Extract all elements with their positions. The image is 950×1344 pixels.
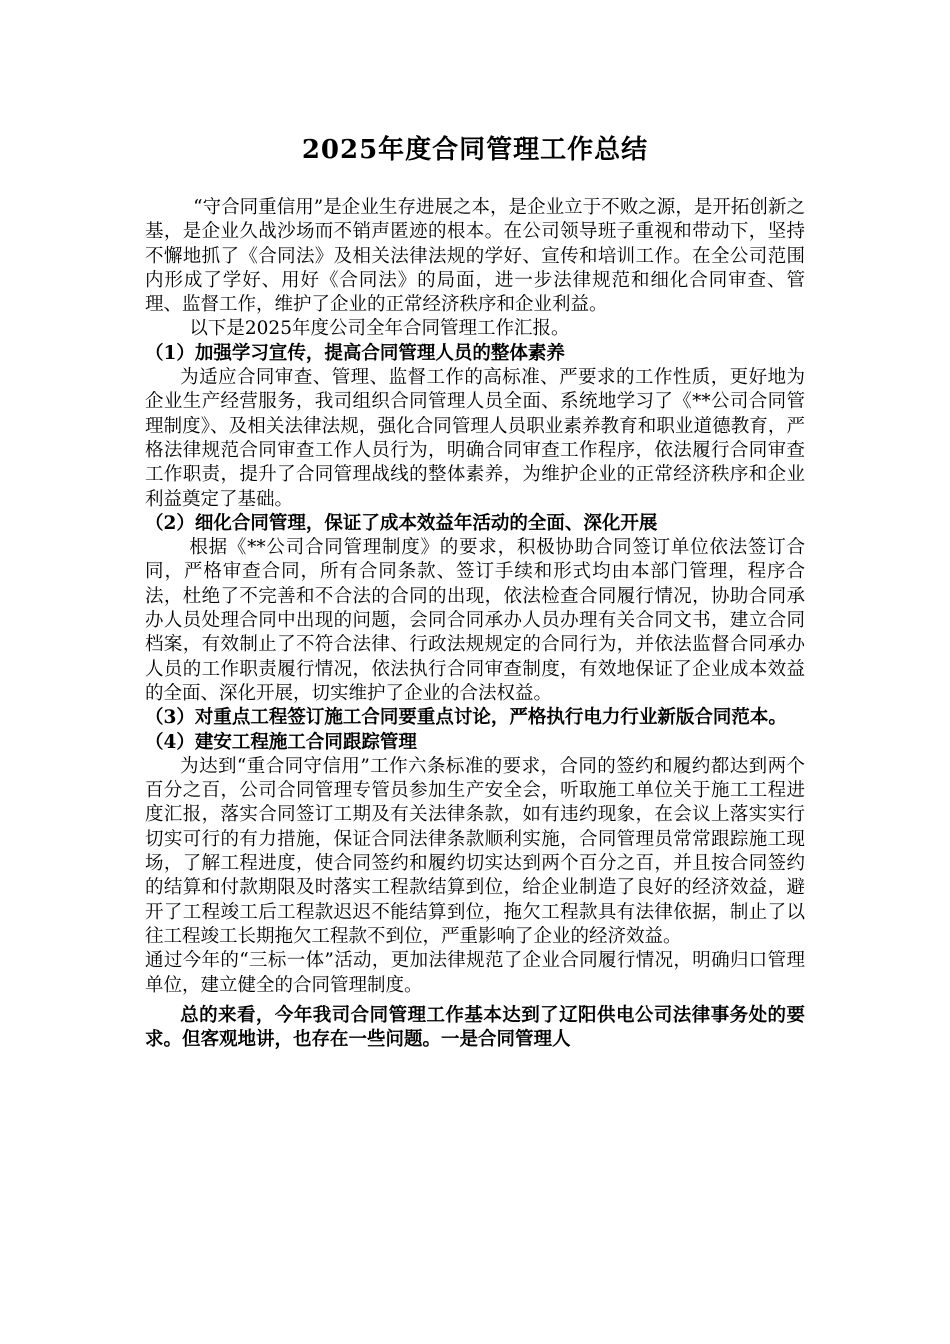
section-heading-1: （1）加强学习宣传，提高合同管理人员的整体素养	[145, 342, 565, 364]
report-intro-line: 以下是2025年度公司全年合同管理工作汇报。	[189, 318, 570, 340]
summary-paragraph: 总的来看，今年我司合同管理工作基本达到了辽阳供电公司法律事务处的要求。但客观地讲，也存在一些问题。一是合同管理人	[145, 1004, 805, 1051]
intro-paragraph: “守合同重信用”是企业生存进展之本，是企业立于不败之源，是开拓创新之基，是企业久战沙场而不销声匿迹的根本。在公司领导班子重视和带动下，坚持不懈地抓了《合同法》及相关法律法规的学好、宣传和培训工作。在全公司范围内形成了学好、用好《合同法》的局面，进一步法律规范和细化合同审查、管理、监督工作，维护了企业的正常经济秩序和企业利益。	[145, 197, 805, 316]
section-1-paragraph: 为适应合同审查、管理、监督工作的高标准、严要求的工作性质，更好地为企业生产经营服务，我司组织合同管理人员全面、系统地学习了《**公司合同管理制度》、及相关法律法规，强化合同管理人员职业素养教育和职业道德教育，严格法律规范合同审查工作人员行为，明确合同审查工作程序，依法履行合同审查工作职责，提升了合同管理战线的整体素养，为维护企业的正常经济秩序和企业利益奠定了基础。	[145, 367, 805, 510]
section-heading-3: （3）对重点工程签订施工合同要重点讨论，严格执行电力行业新版合同范本。	[145, 707, 787, 729]
section-heading-4: （4）建安工程施工合同跟踪管理	[145, 731, 417, 753]
section-heading-2: （2）细化合同管理，保证了成本效益年活动的全面、深化开展	[145, 512, 658, 534]
section-4-paragraph: 为达到“重合同守信用”工作六条标准的要求，合同的签约和履约都达到两个百分之百，公司合同管理专管员参加生产安全会，听取施工单位关于施工工程进度汇报，落实合同签订工期及有关法律条款，如有违约现象，在会议上落实实行切实可行的有力措施，保证合同法律条款顺利实施，合同管理员常常跟踪施工现场，了解工程进度，使合同签约和履约切实达到两个百分之百，并且按合同签约的结算和付款期限及时落实工程款结算到位，给企业制造了良好的经济效益，避开了工程竣工后工程款迟迟不能结算到位，拖欠工程款具有法律依据，制止了以往工程竣工长期拖欠工程款不到位，严重影响了企业的经济效益。	[145, 755, 805, 947]
three-standards-paragraph: 通过今年的“三标一体”活动，更加法律规范了企业合同履行情况，明确归口管理单位，建立健全的合同管理制度。	[145, 950, 805, 996]
document-body	[145, 196, 805, 1052]
document-title: 2025年度合同管理工作总结	[301, 135, 649, 165]
section-2-paragraph: 根据《**公司合同管理制度》的要求，积极协助合同签订单位依法签订合同，严格审查合同，所有合同条款、签订手续和形式均由本部门管理，程序合法，杜绝了不完善和不合法的合同的出现，依法检查合同履行情况，协助合同承办人员处理合同中出现的问题，会同合同承办人员办理有关合同文书，建立合同档案，有效制止了不符合法律、行政法规规定的合同行为，并依法监督合同承办人员的工作职责履行情况，依法执行合同审查制度，有效地保证了企业成本效益的全面、深化开展，切实维护了企业的合法权益。	[145, 537, 805, 704]
